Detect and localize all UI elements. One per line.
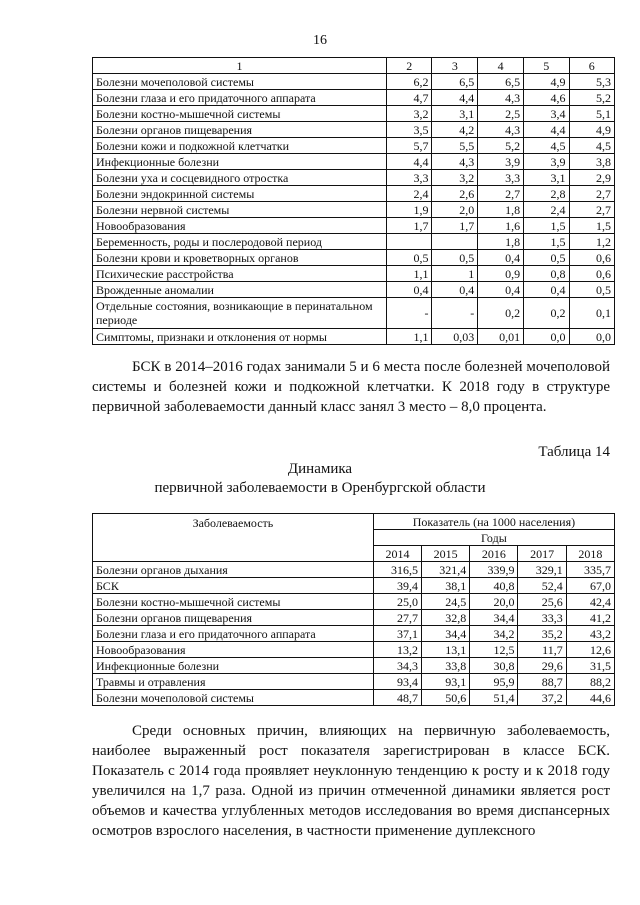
row-label: Психические расстройства <box>93 266 387 282</box>
row-label: Инфекционные болезни <box>93 154 387 170</box>
table-cell: 6,5 <box>432 74 478 90</box>
table-cell: 88,7 <box>518 674 566 690</box>
year-header: 2015 <box>422 546 470 562</box>
table-cell: 35,2 <box>518 626 566 642</box>
table-cell: 4,3 <box>478 122 524 138</box>
table-cell: 321,4 <box>422 562 470 578</box>
table-cell <box>432 234 478 250</box>
row-label: Болезни нервной системы <box>93 202 387 218</box>
row-label: Болезни глаза и его придаточного аппарата <box>93 626 374 642</box>
year-header: 2016 <box>470 546 518 562</box>
table-cell: 12,5 <box>470 642 518 658</box>
table-cell: 40,8 <box>470 578 518 594</box>
table-cell: 44,6 <box>566 690 614 706</box>
table-cell: 37,1 <box>373 626 421 642</box>
table-cell: 2,9 <box>569 170 614 186</box>
table-cell: 339,9 <box>470 562 518 578</box>
morbidity-dynamics-table <box>92 513 615 706</box>
table-header-row <box>93 514 615 530</box>
table-title-line1: Динамика <box>287 461 353 477</box>
table-cell: 27,7 <box>373 610 421 626</box>
table-title-line2: первичной заболеваемости в Оренбургской области <box>154 480 486 496</box>
table-cell: 3,9 <box>478 154 524 170</box>
table-cell <box>386 234 431 250</box>
table-cell: 0,6 <box>569 266 614 282</box>
table-cell: 3,2 <box>386 106 431 122</box>
table-cell: 1,8 <box>478 202 524 218</box>
table-cell: 2,7 <box>569 202 614 218</box>
year-header: 2014 <box>373 546 421 562</box>
row-label: Беременность, роды и послеродовой период <box>93 234 387 250</box>
table-cell: 95,9 <box>470 674 518 690</box>
table-row <box>93 690 615 706</box>
table-cell: 39,4 <box>373 578 421 594</box>
table-cell: 93,4 <box>373 674 421 690</box>
table-cell: 4,4 <box>386 154 431 170</box>
table-cell: 29,6 <box>518 658 566 674</box>
column-number-header: 5 <box>524 58 569 74</box>
table-cell: 3,1 <box>432 106 478 122</box>
table-label: Таблица 14 <box>538 444 610 460</box>
row-label: Болезни органов пищеварения <box>93 122 387 138</box>
table-row <box>93 594 615 610</box>
table-cell: 6,5 <box>478 74 524 90</box>
table-row <box>93 122 615 138</box>
table-cell: 0,03 <box>432 329 478 345</box>
table-cell: 3,2 <box>432 170 478 186</box>
table-cell: 4,3 <box>478 90 524 106</box>
table-cell: 4,5 <box>524 138 569 154</box>
table-cell: 3,5 <box>386 122 431 138</box>
row-label: Инфекционные болезни <box>93 658 374 674</box>
row-label: Новообразования <box>93 642 374 658</box>
table-cell: 2,7 <box>569 186 614 202</box>
paragraph-bsk-growth: Среди основных причин, влияющих на первичную заболеваемость, наиболее выраженный рост показателя зарегистрирован в классе БСК. Показатель с 2014 года проявляет неуклонную тенденцию к росту и к 2018 году увеличился на 1,7 раза. Одной из причин отмеченной динамики является рост объемов и качества углубленных методов исследования во время диспансерных осмотров взрослого населения, в частности применение дуплексного <box>92 723 610 839</box>
table-row <box>93 218 615 234</box>
table-cell: 0,0 <box>569 329 614 345</box>
table-cell: 33,3 <box>518 610 566 626</box>
table-cell: - <box>432 298 478 329</box>
table-cell: 4,4 <box>432 90 478 106</box>
table-cell: 0,4 <box>478 250 524 266</box>
table-cell: 0,4 <box>386 282 431 298</box>
column-number-header: 2 <box>386 58 431 74</box>
table-cell: 43,2 <box>566 626 614 642</box>
column-header-years: Годы <box>373 530 614 546</box>
table-cell: 1,8 <box>478 234 524 250</box>
table-cell: 11,7 <box>518 642 566 658</box>
table-cell: 3,1 <box>524 170 569 186</box>
table-cell: 1,6 <box>478 218 524 234</box>
table-cell: 5,1 <box>569 106 614 122</box>
row-label: Болезни крови и кроветворных органов <box>93 250 387 266</box>
table-row <box>93 202 615 218</box>
table-row <box>93 282 615 298</box>
table-row <box>93 578 615 594</box>
column-number-header: 1 <box>93 58 387 74</box>
table-cell: 2,6 <box>432 186 478 202</box>
table-cell: 33,8 <box>422 658 470 674</box>
morbidity-structure-table <box>92 57 615 345</box>
table-cell: 316,5 <box>373 562 421 578</box>
table-title <box>0 460 640 498</box>
table-cell: 25,6 <box>518 594 566 610</box>
table-cell: 5,3 <box>569 74 614 90</box>
row-label: Новообразования <box>93 218 387 234</box>
table-row <box>93 562 615 578</box>
table-cell: 1,2 <box>569 234 614 250</box>
table-cell: 2,5 <box>478 106 524 122</box>
table-cell: 1,9 <box>386 202 431 218</box>
table-cell: 3,9 <box>524 154 569 170</box>
table-cell: 13,1 <box>422 642 470 658</box>
table-cell: 42,4 <box>566 594 614 610</box>
table-cell: 4,4 <box>524 122 569 138</box>
table-cell: 52,4 <box>518 578 566 594</box>
table-cell: 0,5 <box>569 282 614 298</box>
table-cell: 0,1 <box>569 298 614 329</box>
table-row <box>93 170 615 186</box>
table-cell: 32,8 <box>422 610 470 626</box>
row-label: Болезни кожи и подкожной клетчатки <box>93 138 387 154</box>
table-cell: 41,2 <box>566 610 614 626</box>
table-cell: 6,2 <box>386 74 431 90</box>
row-label: БСК <box>93 578 374 594</box>
column-number-header: 3 <box>432 58 478 74</box>
table-row <box>93 329 615 345</box>
table-cell: 1,7 <box>432 218 478 234</box>
table-cell: 1 <box>432 266 478 282</box>
table-cell: 5,2 <box>569 90 614 106</box>
column-header-morbidity: Заболеваемость <box>93 514 374 562</box>
table-cell: 48,7 <box>373 690 421 706</box>
table-cell: 0,4 <box>524 282 569 298</box>
table-cell: 329,1 <box>518 562 566 578</box>
table-row <box>93 138 615 154</box>
paragraph-bsk-ranking: БСК в 2014–2016 годах занимали 5 и 6 места после болезней мочеполовой системы и болезней кожи и подкожной клетчатки. К 2018 году в структуре первичной заболеваемости данный класс занял 3 место – 8,0 процента. <box>92 359 610 415</box>
table-cell: 1,5 <box>524 218 569 234</box>
table-cell: 93,1 <box>422 674 470 690</box>
table-cell: 0,0 <box>524 329 569 345</box>
table-row <box>93 154 615 170</box>
table-row <box>93 74 615 90</box>
table-row <box>93 610 615 626</box>
table-cell: 2,7 <box>478 186 524 202</box>
table-header-row <box>93 58 615 74</box>
table-cell: 88,2 <box>566 674 614 690</box>
table-row <box>93 250 615 266</box>
table-cell: 0,2 <box>524 298 569 329</box>
table-cell: 34,4 <box>470 610 518 626</box>
page-number: 16 <box>313 33 327 48</box>
table-cell: 3,4 <box>524 106 569 122</box>
table-cell: 3,3 <box>478 170 524 186</box>
table-cell: 335,7 <box>566 562 614 578</box>
row-label: Болезни костно-мышечной системы <box>93 106 387 122</box>
table-cell: 1,5 <box>524 234 569 250</box>
row-label: Врожденные аномалии <box>93 282 387 298</box>
table-row <box>93 266 615 282</box>
table-row <box>93 234 615 250</box>
row-label: Болезни костно-мышечной системы <box>93 594 374 610</box>
table-cell: 4,6 <box>524 90 569 106</box>
table-cell: 1,7 <box>386 218 431 234</box>
table-cell: 37,2 <box>518 690 566 706</box>
table-row <box>93 674 615 690</box>
table-cell: 13,2 <box>373 642 421 658</box>
table-cell: 0,5 <box>386 250 431 266</box>
table-cell: 51,4 <box>470 690 518 706</box>
table-cell: 4,9 <box>524 74 569 90</box>
table-cell: 5,5 <box>432 138 478 154</box>
table-cell: 4,7 <box>386 90 431 106</box>
table-cell: 5,7 <box>386 138 431 154</box>
table-cell: - <box>386 298 431 329</box>
table-cell: 38,1 <box>422 578 470 594</box>
table-cell: 2,4 <box>386 186 431 202</box>
table-cell: 4,9 <box>569 122 614 138</box>
row-label: Болезни уха и сосцевидного отростка <box>93 170 387 186</box>
table-cell: 24,5 <box>422 594 470 610</box>
table-cell: 5,2 <box>478 138 524 154</box>
table-cell: 34,3 <box>373 658 421 674</box>
row-label: Болезни мочеполовой системы <box>93 74 387 90</box>
table-cell: 0,01 <box>478 329 524 345</box>
table-cell: 20,0 <box>470 594 518 610</box>
table-cell: 30,8 <box>470 658 518 674</box>
table-cell: 50,6 <box>422 690 470 706</box>
table-cell: 3,3 <box>386 170 431 186</box>
table-row <box>93 626 615 642</box>
table-cell: 2,4 <box>524 202 569 218</box>
table-cell: 31,5 <box>566 658 614 674</box>
table-row <box>93 298 615 329</box>
row-label: Болезни органов пищеварения <box>93 610 374 626</box>
table-row <box>93 658 615 674</box>
table-cell: 0,2 <box>478 298 524 329</box>
table-cell: 2,8 <box>524 186 569 202</box>
table-cell: 1,1 <box>386 329 431 345</box>
row-label: Болезни органов дыхания <box>93 562 374 578</box>
row-label: Болезни мочеполовой системы <box>93 690 374 706</box>
row-label: Болезни эндокринной системы <box>93 186 387 202</box>
table-cell: 0,9 <box>478 266 524 282</box>
table-cell: 0,5 <box>524 250 569 266</box>
table-cell: 1,5 <box>569 218 614 234</box>
row-label: Симптомы, признаки и отклонения от нормы <box>93 329 387 345</box>
table-cell: 0,4 <box>478 282 524 298</box>
table-cell: 67,0 <box>566 578 614 594</box>
row-label: Отдельные состояния, возникающие в перинатальном периоде <box>93 298 387 329</box>
table-cell: 4,2 <box>432 122 478 138</box>
table-row <box>93 642 615 658</box>
table-cell: 3,8 <box>569 154 614 170</box>
column-header-indicator: Показатель (на 1000 населения) <box>373 514 614 530</box>
table-cell: 2,0 <box>432 202 478 218</box>
table-cell: 0,4 <box>432 282 478 298</box>
table-row <box>93 90 615 106</box>
table-cell: 4,5 <box>569 138 614 154</box>
table-cell: 0,8 <box>524 266 569 282</box>
table-row <box>93 106 615 122</box>
table-cell: 34,4 <box>422 626 470 642</box>
table-cell: 1,1 <box>386 266 431 282</box>
table-cell: 0,6 <box>569 250 614 266</box>
year-header: 2018 <box>566 546 614 562</box>
column-number-header: 6 <box>569 58 614 74</box>
column-number-header: 4 <box>478 58 524 74</box>
table-cell: 25,0 <box>373 594 421 610</box>
table-cell: 34,2 <box>470 626 518 642</box>
table-cell: 12,6 <box>566 642 614 658</box>
year-header: 2017 <box>518 546 566 562</box>
row-label: Болезни глаза и его придаточного аппарата <box>93 90 387 106</box>
table-row <box>93 186 615 202</box>
table-cell: 0,5 <box>432 250 478 266</box>
row-label: Травмы и отравления <box>93 674 374 690</box>
table-cell: 4,3 <box>432 154 478 170</box>
